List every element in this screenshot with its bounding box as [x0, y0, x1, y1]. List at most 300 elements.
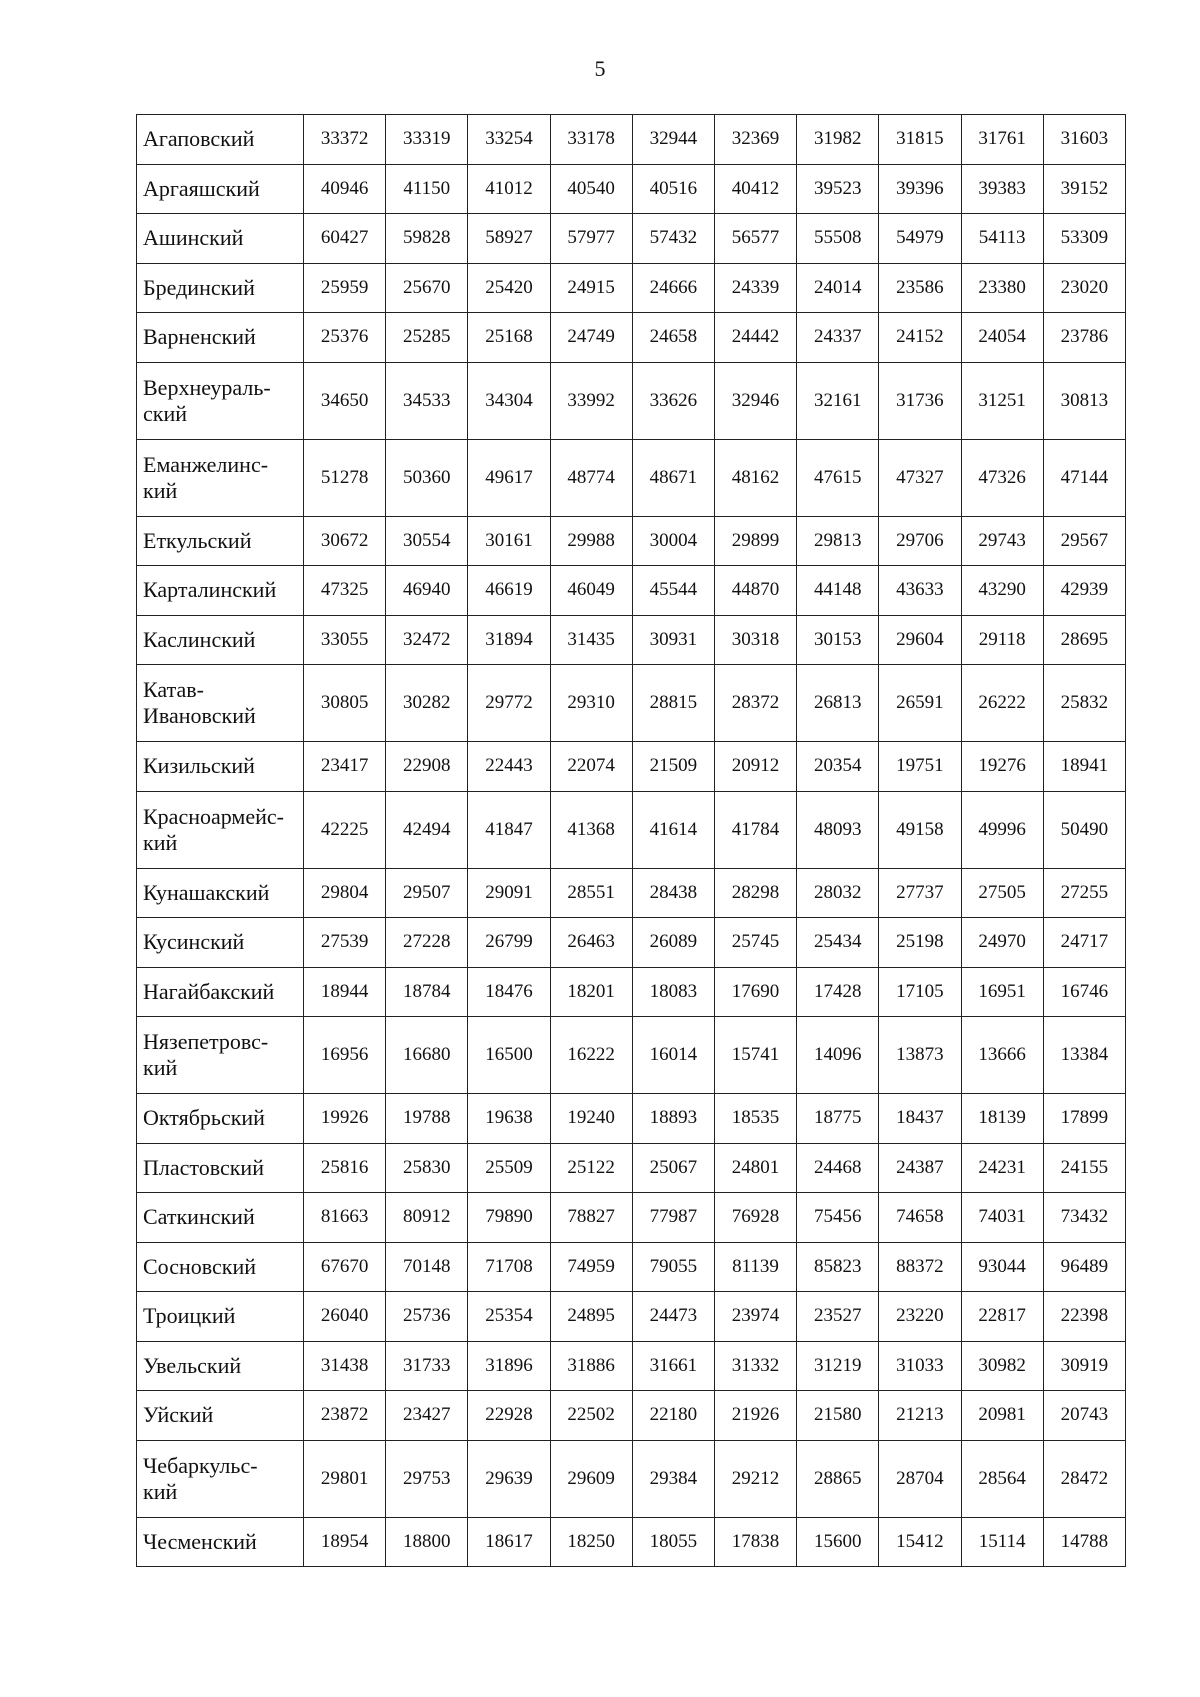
value-cell: 14788: [1043, 1517, 1125, 1567]
district-name-cell: [137, 1517, 304, 1567]
value-cell: 32946: [714, 362, 796, 439]
value-cell: 48162: [714, 439, 796, 516]
value-cell: 29743: [961, 516, 1043, 566]
value-cell: 60427: [304, 214, 386, 264]
value-cell: 59828: [386, 214, 468, 264]
value-cell: 29804: [304, 868, 386, 918]
value-cell: 88372: [879, 1242, 961, 1292]
value-cell: 23220: [879, 1292, 961, 1342]
value-cell: 25067: [632, 1143, 714, 1193]
value-cell: 27505: [961, 868, 1043, 918]
district-name-cell: [137, 868, 304, 918]
value-cell: 29310: [550, 665, 632, 742]
value-cell: 28472: [1043, 1440, 1125, 1517]
value-cell: 49617: [468, 439, 550, 516]
table-body: [137, 115, 1126, 1567]
value-cell: 18201: [550, 967, 632, 1017]
value-cell: 96489: [1043, 1242, 1125, 1292]
value-cell: 30153: [797, 615, 879, 665]
value-cell: 30931: [632, 615, 714, 665]
value-cell: 24666: [632, 263, 714, 313]
value-cell: 29604: [879, 615, 961, 665]
value-cell: 22908: [386, 742, 468, 792]
value-cell: 25122: [550, 1143, 632, 1193]
district-name: Ашинский: [143, 225, 244, 251]
value-cell: 18139: [961, 1094, 1043, 1144]
value-cell: 32944: [632, 115, 714, 165]
value-cell: 14096: [797, 1017, 879, 1094]
table-row: [137, 313, 1126, 363]
district-name-cell: [137, 214, 304, 264]
value-cell: 29609: [550, 1440, 632, 1517]
value-cell: 24749: [550, 313, 632, 363]
value-cell: 30161: [468, 516, 550, 566]
value-cell: 29384: [632, 1440, 714, 1517]
value-cell: 16500: [468, 1017, 550, 1094]
table-row: [137, 115, 1126, 165]
value-cell: 29813: [797, 516, 879, 566]
value-cell: 31603: [1043, 115, 1125, 165]
value-cell: 25745: [714, 918, 796, 968]
district-name: Брединский: [143, 274, 255, 300]
value-cell: 33626: [632, 362, 714, 439]
value-cell: 28704: [879, 1440, 961, 1517]
value-cell: 31251: [961, 362, 1043, 439]
value-cell: 23974: [714, 1292, 796, 1342]
value-cell: 73432: [1043, 1193, 1125, 1243]
district-name: Кусинский: [143, 929, 245, 955]
district-name: Октябрьский: [143, 1105, 265, 1131]
value-cell: 27737: [879, 868, 961, 918]
value-cell: 41784: [714, 791, 796, 868]
value-cell: 20743: [1043, 1391, 1125, 1441]
value-cell: 24970: [961, 918, 1043, 968]
value-cell: 41012: [468, 164, 550, 214]
value-cell: 26089: [632, 918, 714, 968]
value-cell: 29706: [879, 516, 961, 566]
value-cell: 31815: [879, 115, 961, 165]
district-name: Агаповский: [143, 126, 255, 152]
value-cell: 21213: [879, 1391, 961, 1441]
district-name: Кунашакский: [143, 879, 270, 905]
value-cell: 26591: [879, 665, 961, 742]
value-cell: 50360: [386, 439, 468, 516]
value-cell: 22443: [468, 742, 550, 792]
value-cell: 19926: [304, 1094, 386, 1144]
value-cell: 75456: [797, 1193, 879, 1243]
value-cell: 25434: [797, 918, 879, 968]
value-cell: 18954: [304, 1517, 386, 1567]
value-cell: 78827: [550, 1193, 632, 1243]
value-cell: 18617: [468, 1517, 550, 1567]
value-cell: 27255: [1043, 868, 1125, 918]
table-row: [137, 263, 1126, 313]
value-cell: 58927: [468, 214, 550, 264]
value-cell: 25285: [386, 313, 468, 363]
table-row: [137, 791, 1126, 868]
district-name-cell: [137, 164, 304, 214]
value-cell: 23020: [1043, 263, 1125, 313]
table-row: [137, 1094, 1126, 1144]
value-cell: 29899: [714, 516, 796, 566]
district-name: Нязепетровс- кий: [143, 1029, 269, 1080]
value-cell: 16746: [1043, 967, 1125, 1017]
value-cell: 18055: [632, 1517, 714, 1567]
value-cell: 24915: [550, 263, 632, 313]
value-cell: 41368: [550, 791, 632, 868]
value-cell: 25832: [1043, 665, 1125, 742]
value-cell: 23527: [797, 1292, 879, 1342]
value-cell: 15741: [714, 1017, 796, 1094]
district-name: Нагайбакский: [143, 978, 275, 1004]
district-name: Сосновский: [143, 1253, 257, 1279]
table-row: [137, 1242, 1126, 1292]
value-cell: 23427: [386, 1391, 468, 1441]
district-name-cell: [137, 1193, 304, 1243]
district-name: Уйский: [143, 1402, 214, 1428]
value-cell: 43290: [961, 566, 1043, 616]
value-cell: 21926: [714, 1391, 796, 1441]
page-number: 5: [594, 56, 606, 81]
value-cell: 15600: [797, 1517, 879, 1567]
value-cell: 17899: [1043, 1094, 1125, 1144]
value-cell: 46619: [468, 566, 550, 616]
table-row: [137, 516, 1126, 566]
table-row: [137, 918, 1126, 968]
population-table: [136, 114, 1126, 1567]
value-cell: 32472: [386, 615, 468, 665]
value-cell: 39523: [797, 164, 879, 214]
value-cell: 26463: [550, 918, 632, 968]
value-cell: 47144: [1043, 439, 1125, 516]
value-cell: 34650: [304, 362, 386, 439]
value-cell: 17428: [797, 967, 879, 1017]
value-cell: 29753: [386, 1440, 468, 1517]
district-name-cell: [137, 313, 304, 363]
value-cell: 24387: [879, 1143, 961, 1193]
value-cell: 28551: [550, 868, 632, 918]
value-cell: 24801: [714, 1143, 796, 1193]
value-cell: 28032: [797, 868, 879, 918]
value-cell: 42225: [304, 791, 386, 868]
district-name-cell: [137, 1292, 304, 1342]
district-name-cell: [137, 516, 304, 566]
value-cell: 31894: [468, 615, 550, 665]
value-cell: 31886: [550, 1341, 632, 1391]
value-cell: 23417: [304, 742, 386, 792]
district-name-cell: [137, 742, 304, 792]
value-cell: 30004: [632, 516, 714, 566]
value-cell: 24337: [797, 313, 879, 363]
table-row: [137, 362, 1126, 439]
value-cell: 74959: [550, 1242, 632, 1292]
value-cell: 20981: [961, 1391, 1043, 1441]
table-row: [137, 1017, 1126, 1094]
value-cell: 26222: [961, 665, 1043, 742]
value-cell: 22817: [961, 1292, 1043, 1342]
table-row: [137, 868, 1126, 918]
value-cell: 18941: [1043, 742, 1125, 792]
value-cell: 22398: [1043, 1292, 1125, 1342]
value-cell: 44870: [714, 566, 796, 616]
value-cell: 22180: [632, 1391, 714, 1441]
value-cell: 24339: [714, 263, 796, 313]
district-name-cell: [137, 115, 304, 165]
district-name: Увельский: [143, 1352, 242, 1378]
value-cell: 18535: [714, 1094, 796, 1144]
value-cell: 30672: [304, 516, 386, 566]
district-name: Пластовский: [143, 1154, 264, 1180]
value-cell: 25736: [386, 1292, 468, 1342]
value-cell: 71708: [468, 1242, 550, 1292]
value-cell: 16014: [632, 1017, 714, 1094]
value-cell: 30805: [304, 665, 386, 742]
value-cell: 33992: [550, 362, 632, 439]
district-name-cell: [137, 615, 304, 665]
value-cell: 56577: [714, 214, 796, 264]
value-cell: 17838: [714, 1517, 796, 1567]
table-row: [137, 1517, 1126, 1567]
value-cell: 13666: [961, 1017, 1043, 1094]
value-cell: 47327: [879, 439, 961, 516]
district-name-cell: [137, 1094, 304, 1144]
value-cell: 40412: [714, 164, 796, 214]
value-cell: 43633: [879, 566, 961, 616]
table-row: [137, 1292, 1126, 1342]
value-cell: 29567: [1043, 516, 1125, 566]
district-name: Карталинский: [143, 577, 277, 603]
district-name-cell: [137, 967, 304, 1017]
value-cell: 25670: [386, 263, 468, 313]
district-name-cell: [137, 1242, 304, 1292]
district-name: Саткинский: [143, 1204, 255, 1230]
value-cell: 30919: [1043, 1341, 1125, 1391]
value-cell: 30554: [386, 516, 468, 566]
value-cell: 32369: [714, 115, 796, 165]
district-name: Красноармейс- кий: [143, 803, 284, 855]
table-row: [137, 1391, 1126, 1441]
district-name: Верхнеураль- ский: [143, 374, 271, 426]
value-cell: 25420: [468, 263, 550, 313]
value-cell: 19276: [961, 742, 1043, 792]
value-cell: 21509: [632, 742, 714, 792]
value-cell: 18944: [304, 967, 386, 1017]
value-cell: 29772: [468, 665, 550, 742]
value-cell: 25198: [879, 918, 961, 968]
value-cell: 41847: [468, 791, 550, 868]
value-cell: 50490: [1043, 791, 1125, 868]
value-cell: 47325: [304, 566, 386, 616]
value-cell: 24231: [961, 1143, 1043, 1193]
district-name: Аргаяшский: [143, 175, 260, 201]
value-cell: 19788: [386, 1094, 468, 1144]
value-cell: 16951: [961, 967, 1043, 1017]
value-cell: 39152: [1043, 164, 1125, 214]
value-cell: 30282: [386, 665, 468, 742]
table-row: [137, 615, 1126, 665]
value-cell: 18893: [632, 1094, 714, 1144]
value-cell: 18437: [879, 1094, 961, 1144]
district-name: Еткульский: [143, 527, 252, 553]
value-cell: 57432: [632, 214, 714, 264]
value-cell: 32161: [797, 362, 879, 439]
district-name: Каслинский: [143, 626, 256, 652]
table-row: [137, 1341, 1126, 1391]
value-cell: 55508: [797, 214, 879, 264]
value-cell: 31733: [386, 1341, 468, 1391]
value-cell: 26040: [304, 1292, 386, 1342]
value-cell: 31896: [468, 1341, 550, 1391]
value-cell: 26799: [468, 918, 550, 968]
value-cell: 33178: [550, 115, 632, 165]
value-cell: 44148: [797, 566, 879, 616]
value-cell: 48774: [550, 439, 632, 516]
district-name-cell: [137, 439, 304, 516]
value-cell: 49996: [961, 791, 1043, 868]
value-cell: 45544: [632, 566, 714, 616]
value-cell: 31982: [797, 115, 879, 165]
district-name: Чесменский: [143, 1528, 257, 1554]
value-cell: 19751: [879, 742, 961, 792]
value-cell: 28564: [961, 1440, 1043, 1517]
value-cell: 31332: [714, 1341, 796, 1391]
value-cell: 85823: [797, 1242, 879, 1292]
district-name-cell: [137, 263, 304, 313]
district-name: Варненский: [143, 324, 256, 350]
value-cell: 23586: [879, 263, 961, 313]
table-row: [137, 742, 1126, 792]
value-cell: 33372: [304, 115, 386, 165]
value-cell: 47615: [797, 439, 879, 516]
value-cell: 18775: [797, 1094, 879, 1144]
value-cell: 24152: [879, 313, 961, 363]
value-cell: 30318: [714, 615, 796, 665]
value-cell: 16956: [304, 1017, 386, 1094]
value-cell: 47326: [961, 439, 1043, 516]
value-cell: 30813: [1043, 362, 1125, 439]
value-cell: 31033: [879, 1341, 961, 1391]
value-cell: 28695: [1043, 615, 1125, 665]
value-cell: 81663: [304, 1193, 386, 1243]
value-cell: 19240: [550, 1094, 632, 1144]
value-cell: 20354: [797, 742, 879, 792]
value-cell: 31438: [304, 1341, 386, 1391]
value-cell: 40540: [550, 164, 632, 214]
value-cell: 27228: [386, 918, 468, 968]
value-cell: 20912: [714, 742, 796, 792]
district-name-cell: [137, 1017, 304, 1094]
value-cell: 23380: [961, 263, 1043, 313]
value-cell: 22074: [550, 742, 632, 792]
value-cell: 25830: [386, 1143, 468, 1193]
value-cell: 57977: [550, 214, 632, 264]
value-cell: 28372: [714, 665, 796, 742]
value-cell: 18800: [386, 1517, 468, 1567]
value-cell: 19638: [468, 1094, 550, 1144]
value-cell: 80912: [386, 1193, 468, 1243]
value-cell: 24054: [961, 313, 1043, 363]
value-cell: 28865: [797, 1440, 879, 1517]
value-cell: 31435: [550, 615, 632, 665]
value-cell: 28438: [632, 868, 714, 918]
value-cell: 25354: [468, 1292, 550, 1342]
district-name-cell: [137, 665, 304, 742]
value-cell: 34533: [386, 362, 468, 439]
value-cell: 40516: [632, 164, 714, 214]
value-cell: 13873: [879, 1017, 961, 1094]
value-cell: 28815: [632, 665, 714, 742]
value-cell: 81139: [714, 1242, 796, 1292]
district-name: Троицкий: [143, 1303, 236, 1329]
value-cell: 41150: [386, 164, 468, 214]
district-name: Катав- Ивановский: [143, 677, 256, 728]
value-cell: 25509: [468, 1143, 550, 1193]
district-name: Кизильский: [143, 753, 255, 779]
value-cell: 54979: [879, 214, 961, 264]
value-cell: 70148: [386, 1242, 468, 1292]
value-cell: 42494: [386, 791, 468, 868]
value-cell: 34304: [468, 362, 550, 439]
value-cell: 42939: [1043, 566, 1125, 616]
district-name-cell: [137, 566, 304, 616]
table-row: [137, 439, 1126, 516]
value-cell: 93044: [961, 1242, 1043, 1292]
value-cell: 46049: [550, 566, 632, 616]
value-cell: 18476: [468, 967, 550, 1017]
value-cell: 29801: [304, 1440, 386, 1517]
table-row: [137, 1440, 1126, 1517]
table-row: [137, 665, 1126, 742]
value-cell: 79055: [632, 1242, 714, 1292]
value-cell: 25168: [468, 313, 550, 363]
district-name: Чебаркульс- кий: [143, 1452, 258, 1504]
value-cell: 29118: [961, 615, 1043, 665]
value-cell: 17105: [879, 967, 961, 1017]
value-cell: 18083: [632, 967, 714, 1017]
value-cell: 77987: [632, 1193, 714, 1243]
value-cell: 76928: [714, 1193, 796, 1243]
value-cell: 39383: [961, 164, 1043, 214]
district-name-cell: [137, 918, 304, 968]
district-name: Еманжелинс- кий: [143, 451, 269, 503]
value-cell: 29091: [468, 868, 550, 918]
value-cell: 15412: [879, 1517, 961, 1567]
value-cell: 29212: [714, 1440, 796, 1517]
value-cell: 21580: [797, 1391, 879, 1441]
table-row: [137, 164, 1126, 214]
value-cell: 18784: [386, 967, 468, 1017]
value-cell: 24658: [632, 313, 714, 363]
district-name-cell: [137, 1341, 304, 1391]
value-cell: 33319: [386, 115, 468, 165]
value-cell: 24442: [714, 313, 796, 363]
value-cell: 16680: [386, 1017, 468, 1094]
value-cell: 67670: [304, 1242, 386, 1292]
value-cell: 27539: [304, 918, 386, 968]
value-cell: 33254: [468, 115, 550, 165]
district-name-cell: [137, 362, 304, 439]
value-cell: 48671: [632, 439, 714, 516]
value-cell: 31736: [879, 362, 961, 439]
value-cell: 16222: [550, 1017, 632, 1094]
value-cell: 29988: [550, 516, 632, 566]
value-cell: 49158: [879, 791, 961, 868]
value-cell: 31219: [797, 1341, 879, 1391]
value-cell: 53309: [1043, 214, 1125, 264]
value-cell: 22928: [468, 1391, 550, 1441]
value-cell: 24717: [1043, 918, 1125, 968]
table-row: [137, 967, 1126, 1017]
